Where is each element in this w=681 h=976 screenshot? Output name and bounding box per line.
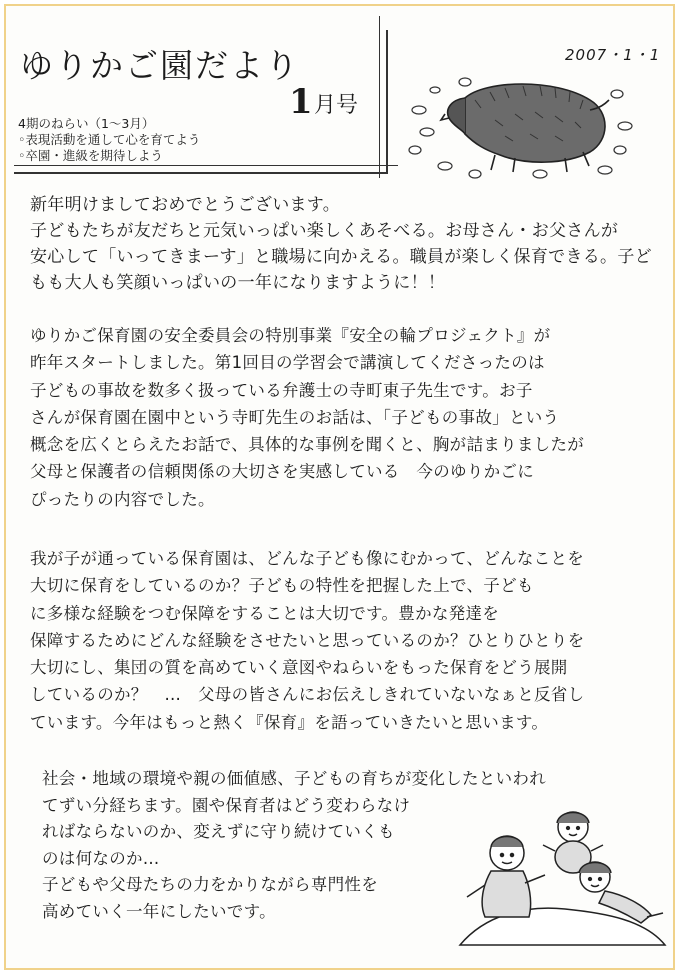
- text-line: ています。今年はもっと熱く『保育』を語っていきたいと思います。: [30, 712, 549, 732]
- text-line: 子どもの事故を数多く扱っている弁護士の寺町東子先生です。お子: [30, 380, 533, 400]
- goal-item: ◦卒園・進級を期待しよう: [18, 148, 163, 163]
- project-paragraph: [30, 322, 584, 513]
- term-goals: [18, 116, 200, 164]
- text-line: 子どもや父母たちの力をかりながら専門性を: [42, 875, 378, 894]
- goals-heading: 4期のねらい（1〜3月）: [18, 116, 155, 131]
- text-line: ゆりかご保育園の安全委員会の特別事業『安全の輪プロジェクト』が: [30, 326, 551, 345]
- issue-date: 2007・1・1: [565, 46, 661, 64]
- text-line: 社会・地域の環境や親の価値感、子どもの育ちが変化したといわれ: [42, 769, 546, 788]
- text-line: 父母と保護者の信頼関係の大切さを実感している 今のゆりかごに: [30, 462, 534, 482]
- text-line: ればならないのか、変えずに守り続けていくも: [42, 822, 395, 841]
- greeting-paragraph: [30, 192, 652, 296]
- issue-number: 1: [289, 82, 313, 122]
- text-line: てずい分経ちます。園や保育者はどう変わらなけ: [42, 795, 411, 815]
- newsletter-title: ゆりかご園だより: [20, 46, 300, 85]
- text-line: 我が子が通っている保育園は、どんな子ども像にむかって、どんなことを: [30, 549, 585, 568]
- text-line: 大切にし、集団の質を高めていく意図やねらいをもった保育をどう展開: [30, 658, 568, 678]
- text-line: 高めていく一年にしたいです。: [42, 901, 276, 921]
- boar-illustration: [405, 70, 635, 180]
- text-line: 新年明けましておめでとうございます。: [30, 195, 341, 215]
- childcare-paragraph: [30, 545, 584, 736]
- text-line: 保障するためにどんな経験をさせたいと思っているのか？ひとりひとりを: [30, 630, 585, 650]
- text-line: 概念を広くとらえたお話で、具体的な事例を聞くと、胸が詰まりましたが: [30, 435, 585, 455]
- text-line: 昨年スタートしました。第1回目の学習会で講演してくださったのは: [30, 353, 545, 373]
- children-snow-illustration: [455, 805, 670, 960]
- text-line: のは何なのか…: [42, 848, 160, 868]
- goal-item: ◦表現活動を通して心を育てよう: [18, 132, 201, 147]
- issue-suffix: 月号: [314, 93, 359, 118]
- text-line: 子どもたちが友だちと元気いっぱい楽しくあそべる。お母さん・お父さんが: [30, 221, 619, 241]
- text-line: ぴったりの内容でした。: [30, 489, 215, 509]
- text-line: に多様な経験をつむ保障をすることは大切です。豊かな発達を: [30, 603, 500, 623]
- text-line: 安心して「いってきまーす」と職場に向かえる。職員が楽しく保育できる。子ど: [30, 247, 652, 267]
- text-line: さんが保育園在園中という寺町先生のお話は、「子どもの事故」という: [30, 407, 560, 427]
- text-line: 大切に保育をしているのか？子どもの特性を把握した上で、子ども: [30, 576, 534, 596]
- child-left-icon: [467, 836, 545, 917]
- text-line: もも大人も笑顔いっぱいの一年になりますように！！: [30, 273, 446, 293]
- text-line: しているのか？ … 父母の皆さんにお伝えしきれていないなぁと反省し: [30, 685, 585, 705]
- boar-icon: [441, 84, 609, 172]
